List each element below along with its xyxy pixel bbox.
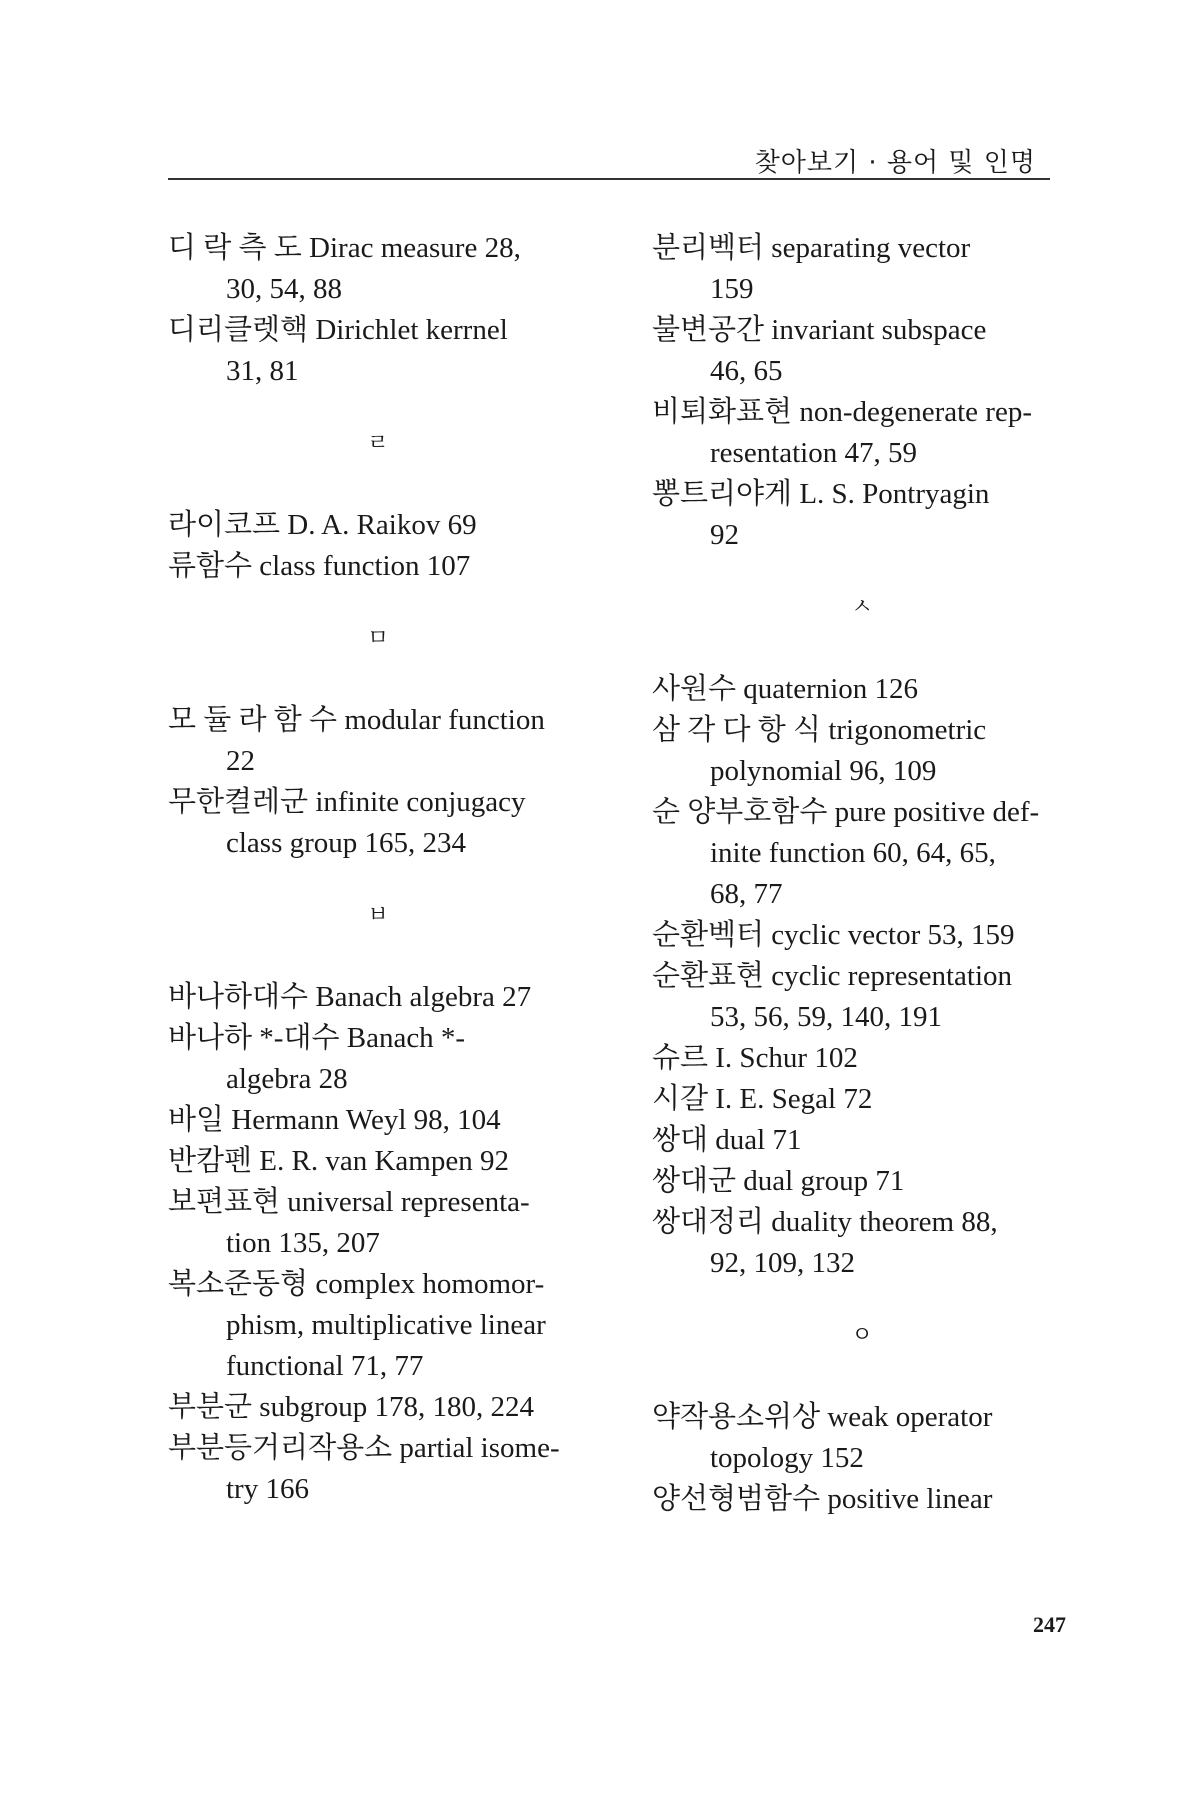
index-entry [652,792,1072,915]
index-entry-continuation: algebra 28 [226,1063,348,1095]
index-entry-continuation: 30, 54, 88 [226,273,342,305]
index-entry [652,669,1072,710]
index-entry-text: 바나하 *-대수 Banach *- [168,1022,466,1054]
index-entry [652,474,1072,556]
index-entry [652,392,1072,474]
index-entry-text: 복소준동형 complex homomor- [168,1268,545,1300]
index-entry [652,1161,1072,1202]
index-entry [168,1182,588,1264]
index-entry-continuation: class group 165, 234 [226,827,467,859]
index-entry-text: 불변공간 invariant subspace [652,314,987,346]
section-letter: ㅇ [851,1323,873,1348]
index-entry [168,1428,588,1510]
index-entry-text: 반캄펜 E. R. van Kampen 92 [168,1145,509,1177]
index-entry-text: 무한켤레군 infinite conjugacy [168,786,526,818]
running-title: 찾아보기 · 용어 및 인명 [754,148,1036,178]
index-entry [168,1141,588,1182]
index-entry-text: 뽕트리야게 L. S. Pontryagin [652,478,990,510]
index-entry [168,782,588,864]
index-entry [652,1202,1072,1284]
running-header [168,126,1050,180]
index-entry [168,700,588,782]
index-entry-text: 모 듈 라 함 수 modular function [168,704,545,736]
index-entry-continuation: try 166 [226,1473,309,1505]
section-letter: ㄹ [367,431,389,456]
index-entry [168,1100,588,1141]
index-entry-text: 바나하대수 Banach algebra 27 [168,981,532,1013]
section-letter: ㅅ [851,595,873,620]
index-entry-text: 바일 Hermann Weyl 98, 104 [168,1104,501,1136]
index-column-right [652,228,1072,1520]
index-entry-text: 류함수 class function 107 [168,550,471,582]
index-entry [652,310,1072,392]
section-letter: ㅂ [367,903,389,928]
index-entry-continuation: inite function 60, 64, 65, [710,837,996,869]
index-entry-text: 사원수 quaternion 126 [652,673,919,705]
index-entry-text: 라이코프 D. A. Raikov 69 [168,509,477,541]
index-entry-text: 비퇴화표현 non-degenerate rep- [652,396,1032,428]
index-entry-continuation: 159 [710,273,754,305]
index-entry [652,915,1072,956]
index-entry-text: 디 락 측 도 Dirac measure 28, [168,232,521,264]
index-entry-text: 순 양부호함수 pure positive def- [652,796,1040,828]
section-letter: ㅁ [367,626,389,651]
index-entry-text: 디리클렛핵 Dirichlet kerrnel [168,314,508,346]
index-entry-text: 쌍대 dual 71 [652,1124,802,1156]
index-entry [168,505,588,546]
index-entry-continuation: 92, 109, 132 [710,1247,855,1279]
index-entry-text: 쌍대군 dual group 71 [652,1165,905,1197]
index-entry [652,1120,1072,1161]
index-entry [652,228,1072,310]
index-entry-text: 부분군 subgroup 178, 180, 224 [168,1391,534,1423]
page-number: 247 [1033,1612,1066,1637]
index-entry-text: 슈르 I. Schur 102 [652,1042,858,1074]
index-entry-continuation: tion 135, 207 [226,1227,380,1259]
index-entry-continuation: 31, 81 [226,355,299,387]
index-entry-continuation: 53, 56, 59, 140, 191 [710,1001,942,1033]
index-entry-continuation: 22 [226,745,255,777]
index-entry [652,1397,1072,1479]
index-column-left [168,228,588,1510]
index-entry-text: 순환벡터 cyclic vector 53, 159 [652,919,1015,951]
index-entry-continuation: polynomial 96, 109 [710,755,937,787]
index-entry [168,977,588,1018]
index-entry-continuation: 92 [710,519,739,551]
index-entry [168,546,588,587]
index-entry-text: 순환표현 cyclic representation [652,960,1013,992]
index-entry-continuation: resentation 47, 59 [710,437,917,469]
index-entry [168,1387,588,1428]
index-entry-text: 양선형범함수 positive linear [652,1483,993,1515]
index-entry [168,1018,588,1100]
index-entry-text: 삼 각 다 항 식 trigonometric [652,714,987,746]
index-entry [168,228,588,310]
index-entry-text: 약작용소위상 weak operator [652,1401,993,1433]
index-entry [652,1038,1072,1079]
index-entry-continuation: 46, 65 [710,355,783,387]
index-entry-text: 분리벡터 separating vector [652,232,971,264]
index-entry-continuation: 68, 77 [710,878,783,910]
index-entry-text: 시갈 I. E. Segal 72 [652,1083,873,1115]
index-entry [168,1264,588,1387]
index-entry [652,956,1072,1038]
index-entry-text: 보편표현 universal representa- [168,1186,530,1218]
index-entry-text: 쌍대정리 duality theorem 88, [652,1206,998,1238]
index-entry-continuation: phism, multiplicative linear [226,1309,546,1341]
index-entry [652,710,1072,792]
index-entry-continuation: functional 71, 77 [226,1350,424,1382]
index-entry-continuation: topology 152 [710,1442,864,1474]
index-entry-text: 부분등거리작용소 partial isome- [168,1432,560,1464]
index-entry [652,1479,1072,1520]
index-entry [168,310,588,392]
index-entry [652,1079,1072,1120]
